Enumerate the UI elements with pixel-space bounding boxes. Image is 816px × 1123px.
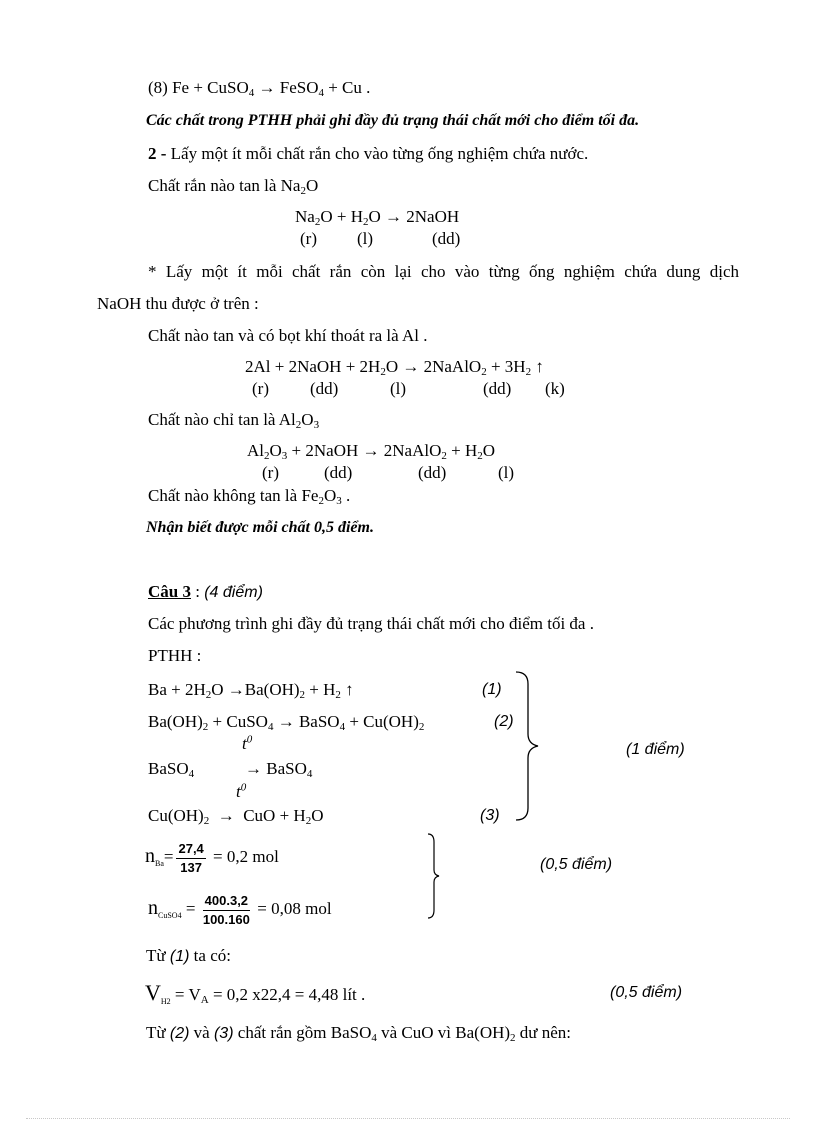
reaction-al: 2Al + 2NaOH + $2H_2O$ → 2NaAlO$_2$ + $3H_2$ ↑	[245, 357, 544, 378]
equation-baso4-product: → BaSO$_4$	[245, 759, 313, 780]
equation-1-number: (1)	[482, 681, 502, 698]
n-cuso4-formula: $n_{CuSO4}$ = $\frac{400.3,2}{100.160}$ = 0,08 mol	[148, 892, 332, 927]
heat-label: $t^0$	[236, 781, 247, 801]
page-bottom-divider	[26, 1118, 790, 1119]
al-statement: Chất nào tan và có bọt khí thoát ra là Al .	[148, 326, 428, 345]
state-l: (l)	[390, 379, 407, 398]
score-2: (0,5 điểm)	[540, 856, 613, 873]
equation-1: $Ba + 2H_2O \to Ba(OH)_2 + H_2$ ↑	[148, 680, 354, 701]
reaction-al2o3: $Al_2O_3$ + 2NaOH → 2NaAlO$_2$ + $H_2O$	[247, 441, 496, 462]
state-dd: (dd)	[310, 379, 339, 398]
gas-up-arrow-icon: ↑	[535, 357, 544, 376]
gas-up-arrow-icon: ↑	[345, 680, 354, 699]
score-3: (0,5 điểm)	[610, 984, 683, 1001]
state-l: (l)	[498, 463, 515, 482]
state-dd: (dd)	[432, 229, 461, 248]
from-eq1: Từ (1) ta có:	[146, 946, 231, 965]
reaction-na2o: $Na_2O + H_2O$ → 2NaOH	[295, 207, 460, 228]
state-k: (k)	[545, 379, 565, 398]
fe2o3-statement: Chất nào không tan là $Fe_2O_3$ .	[148, 486, 351, 507]
from-eq2-eq3: Từ (2) và (3) chất rắn gồm BaSO$_4$ và CuO vì $Ba(OH)_2$ dư nên:	[146, 1023, 572, 1044]
reaction-8: (8) Fe + CuSO$_4$ → FeSO$_4$ + Cu .	[148, 78, 371, 99]
na2o-statement: Chất rắn nào tan là $Na_2O$	[148, 176, 319, 197]
equation-2-number: (2)	[494, 713, 514, 730]
equation-note: Các phương trình ghi đầy đủ trạng thái chất mới cho điểm tối đa .	[148, 614, 594, 633]
state-dd: (dd)	[324, 463, 353, 482]
state-r: (r)	[262, 463, 279, 482]
question-3-heading: Câu 3 : (4 điểm)	[148, 582, 263, 601]
state-r: (r)	[252, 379, 269, 398]
paragraph-naoh-line1: * Lấy một ít mỗi chất rắn còn lại cho vào từng ống nghiệm chứa dung dịch	[148, 262, 739, 281]
right-brace-1	[512, 668, 542, 826]
right-brace-2	[426, 832, 446, 920]
n-ba-formula: $n_{Ba}=$ $\frac{27,4}{137}$ = 0,2 mol	[145, 840, 279, 875]
equation-baso4: BaSO$_4$	[148, 759, 195, 780]
volume-h2: $V_{H2} = V_A = 0,2$ x22,4 = 4,48 lít .	[145, 980, 366, 1006]
step-2-text: 2 - Lấy một ít mỗi chất rắn cho vào từng ống nghiệm chứa nước.	[148, 144, 589, 163]
state-dd: (dd)	[483, 379, 512, 398]
grading-note: Các chất trong PTHH phải ghi đầy đủ trạng thái chất mới cho điểm tối đa.	[146, 112, 640, 129]
score-note: Nhận biết được mỗi chất 0,5 điểm.	[146, 519, 374, 536]
equation-2: $Ba(OH)_2$ + CuSO$_4$ → BaSO$_4$ + $Cu(OH)_2$	[148, 712, 425, 733]
equation-3-number: (3)	[480, 807, 500, 824]
paragraph-naoh-line2: NaOH thu được ở trên :	[97, 294, 259, 313]
state-r: (r)	[300, 229, 317, 248]
state-dd: (dd)	[418, 463, 447, 482]
pthh-label: PTHH :	[148, 646, 202, 665]
al2o3-statement: Chất nào chỉ tan là $Al_2O_3$	[148, 410, 320, 431]
state-l: (l)	[357, 229, 374, 248]
score-1: (1 điểm)	[626, 741, 685, 758]
equation-3: $Cu(OH)_2$ → CuO + $H_2O$	[148, 806, 324, 827]
heat-label: $t^0$	[242, 733, 253, 753]
